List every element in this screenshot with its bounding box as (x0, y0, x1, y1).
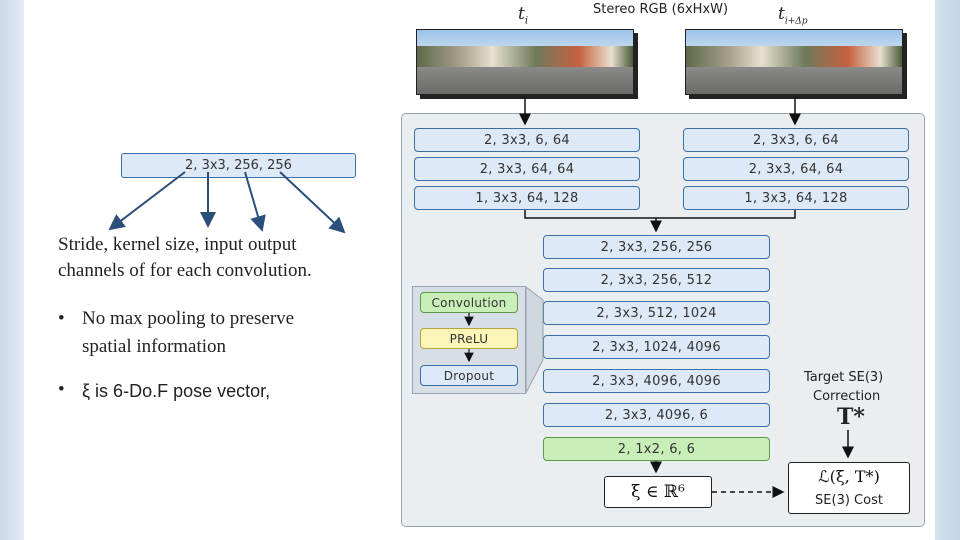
bullet-1-line-2: spatial information (82, 336, 227, 357)
legend-prelu: PReLU (420, 328, 518, 349)
explanation-line-2: channels of for each convolution. (58, 260, 312, 281)
output-pose-box: ξ ∈ ℝ⁶ (604, 476, 712, 508)
trunk-conv-4: 2, 3x3, 1024, 4096 (543, 335, 770, 359)
right-branch-conv-1: 2, 3x3, 6, 64 (683, 128, 909, 152)
time-label-left: $t_i$ (518, 4, 529, 27)
trunk-conv-2: 2, 3x3, 256, 512 (543, 268, 770, 292)
bullet-2-line-1: ξ is 6-Do.F pose vector, (82, 381, 271, 401)
loss-caption: SE(3) Cost (815, 493, 883, 508)
target-symbol: T* (837, 404, 865, 430)
loss-formula: ℒ(ξ, T*) (818, 467, 880, 486)
input-title: Stereo RGB (6xHxW) (593, 2, 729, 17)
left-branch-conv-3: 1, 3x3, 64, 128 (414, 186, 640, 210)
bullet-dot-1: • (58, 308, 65, 329)
explanation-line-1: Stride, kernel size, input output (58, 234, 297, 255)
legend-dropout: Dropout (420, 365, 518, 386)
trunk-conv-5: 2, 3x3, 4096, 4096 (543, 369, 770, 393)
target-label-line-1: Target SE(3) (804, 370, 884, 385)
time-label-right: $t_{i+\Delta p}$ (778, 4, 808, 27)
target-label-line-2: Correction (813, 389, 881, 404)
right-branch-conv-2: 2, 3x3, 64, 64 (683, 157, 909, 181)
trunk-conv-3: 2, 3x3, 512, 1024 (543, 301, 770, 325)
left-branch-conv-2: 2, 3x3, 64, 64 (414, 157, 640, 181)
final-layer: 2, 1x2, 6, 6 (543, 437, 770, 461)
bullet-1-line-1: No max pooling to preserve (82, 308, 295, 329)
trunk-conv-6: 2, 3x3, 4096, 6 (543, 403, 770, 427)
bullet-dot-2: • (58, 379, 65, 400)
example-conv-box: 2, 3x3, 256, 256 (121, 153, 356, 178)
left-branch-conv-1: 2, 3x3, 6, 64 (414, 128, 640, 152)
right-branch-conv-3: 1, 3x3, 64, 128 (683, 186, 909, 210)
legend-convolution: Convolution (420, 292, 518, 313)
trunk-conv-1: 2, 3x3, 256, 256 (543, 235, 770, 259)
